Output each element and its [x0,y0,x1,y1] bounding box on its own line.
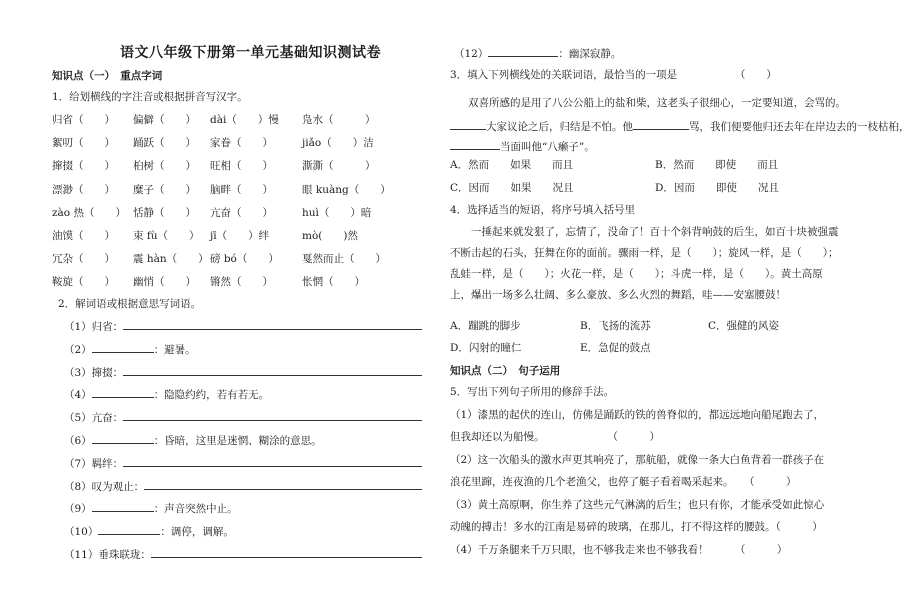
definition-item [64,500,238,516]
definition-item [64,478,422,494]
q5-sentence-1a: （1）漆黑的起伏的连山，仿佛是踊跃的铁的兽脊似的，都远远地向船尾跑去了， [450,409,825,421]
q3-passage-text: 当面叫他“八癞子”。 [500,141,595,153]
answer-blank[interactable] [123,364,422,376]
page-title: 语文八年级下册第一单元基础知识测试卷 [120,45,381,61]
pinyin-item[interactable]: 鞍旋（ ） [52,276,115,289]
q3-option[interactable]: D．因而 即使 况且 [655,182,779,194]
definition-item [64,386,269,402]
answer-blank[interactable] [123,455,422,467]
q3-passage-text: 骂，我们便要他归还去年在岸边去的一枝枯桕， [689,121,910,133]
q3-passage-line2 [450,118,910,134]
definition-term: （4） [64,389,92,402]
pinyin-item[interactable]: 震 hàn（ ） [133,253,209,266]
pinyin-item[interactable]: 糜子（ ） [133,183,196,196]
pinyin-item[interactable]: 家眷（ ） [210,137,273,150]
q4-option[interactable]: C．强健的风姿 [708,320,780,332]
definition-term: （2） [64,343,92,356]
q3-passage-line3 [450,138,595,154]
definition-term: （7）羁绊： [64,457,124,470]
pinyin-item[interactable]: 戛然而止（ ） [302,253,386,266]
pinyin-item[interactable]: 磅 bó（ ） [210,253,279,266]
pinyin-item[interactable]: 亢奋（ ） [210,206,273,219]
q3-option[interactable]: A．然而 如果 而且 [450,159,574,171]
pinyin-item[interactable]: 恬静（ ） [133,206,196,219]
answer-blank[interactable] [92,500,154,512]
definition-meaning: ：调停，调解。 [160,526,234,539]
q5-sentence-3a: （3）黄土高原啊，你生养了这些元气淋漓的后生；也只有你，才能承受如此惊心 [450,499,825,511]
answer-blank[interactable] [92,432,154,444]
q3-passage-text: 大家议论之后，归结是不怕。他 [486,121,633,133]
question-3: 3．填入下列横线处的关联词语，最恰当的一项是 （ ） [450,69,777,81]
pinyin-item[interactable]: 油馍（ ） [52,230,115,242]
pinyin-item[interactable]: 冗杂（ ） [52,253,115,266]
answer-blank[interactable] [144,478,422,490]
q5-sentence-3b: 动魄的搏击！多水的江南是易碎的玻璃，在那儿，打不得这样的腰鼓。（ ） [450,521,823,533]
definition-item [64,432,322,448]
definition-term: （1）归省： [64,321,124,333]
q4-option[interactable]: B．飞扬的流苏 [580,320,651,332]
q3-option[interactable]: B．然而 即使 而且 [655,159,779,171]
definition-item [64,546,422,562]
definition-item [64,409,422,425]
section-header-2: 知识点（二） 句子运用 [450,365,561,377]
pinyin-item[interactable]: huì（ ）暗 [302,206,372,219]
pinyin-item[interactable]: jiǎo（ ）洁 [302,137,374,150]
definition-item [64,523,234,539]
definition-term: （3）撺掇： [64,366,124,379]
definition-term: （5）亢奋： [64,412,124,425]
answer-blank[interactable] [92,386,154,398]
pinyin-item[interactable]: jī（ ）绊 [210,230,270,242]
answer-blank[interactable] [92,341,154,353]
q4-option[interactable]: A．蹦跳的脚步 [450,320,521,332]
q5-sentence-2b: 浪花里蹿，连夜渔的几个老渔父，也停了艇子看着喝采起来。 （ ） [450,476,797,488]
definition-term: （10） [64,526,99,539]
pinyin-item[interactable]: 撺掇（ ） [52,160,115,173]
definition-item [64,364,422,380]
definition-item [64,341,196,357]
pinyin-item[interactable]: 澌澌（ ） [302,160,376,173]
answer-blank[interactable] [488,45,558,57]
pinyin-item[interactable]: 幽悄（ ） [133,276,196,289]
item-12 [454,45,621,61]
pinyin-item[interactable]: 偏僻（ ） [133,114,196,126]
pinyin-item[interactable]: 旺相（ ） [210,160,273,173]
pinyin-item[interactable]: 踊跃（ ） [133,137,196,150]
pinyin-item[interactable]: 归省（ ） [52,114,115,126]
definition-item [64,318,422,334]
definition-meaning: ：避暑。 [153,343,196,356]
pinyin-item[interactable]: 眼 kuàng（ ） [302,183,391,196]
definition-meaning: ：隐隐约约，若有若无。 [153,389,270,402]
q3-option[interactable]: C．因而 如果 况且 [450,182,574,194]
q3-passage-line1: 双喜所感的是用了八公公船上的盐和柴，这老头子很细心，一定要知道，会骂的。 [468,97,846,109]
definition-term: （9） [64,503,92,516]
definition-meaning: ：声音突然中止。 [153,503,238,516]
item-12-number: （12） [454,48,489,60]
definition-term: （11）垂珠联珑： [64,549,151,561]
definition-item [64,455,422,471]
pinyin-item[interactable]: 絮叨（ ） [52,137,115,150]
pinyin-item[interactable]: 脑畔（ ） [210,183,273,196]
pinyin-item[interactable]: mò( )然 [302,230,358,242]
pinyin-item[interactable]: 束 fù（ ） [133,230,200,242]
question-1: 1．给划横线的字注音或根据拼音写汉字。 [52,91,248,103]
pinyin-item[interactable]: 怅惘（ ） [302,276,365,289]
answer-blank[interactable] [98,523,160,535]
item-12-text: ：幽深寂静。 [558,48,622,60]
question-5: 5．写出下列句子所用的修辞手法。 [450,386,615,398]
q4-option[interactable]: D．闪射的瞳仁 [450,342,522,354]
pinyin-item[interactable]: 桕树（ ） [133,160,196,173]
pinyin-item[interactable]: dài（ ）慢 [210,114,279,126]
answer-blank[interactable] [123,318,422,330]
pinyin-item[interactable]: zào 热（ ） [52,206,126,219]
answer-blank[interactable] [123,409,422,421]
question-4: 4．选择适当的短语，将序号填入括号里 [450,204,636,216]
answer-blank[interactable] [633,118,689,130]
definition-term: （6） [64,435,92,447]
q5-sentence-1b: 但我却还以为船慢。 （ ） [450,431,660,443]
answer-blank[interactable] [151,546,422,558]
q5-sentence-4: （4）千万条腿来千万只眼，也不够我走来也不够我看！ （ ） [450,544,788,556]
definition-meaning: ：昏暗，这里是迷惘、糊涂的意思。 [153,435,322,447]
definition-term: （8）叹为观止： [64,480,145,493]
pinyin-item[interactable]: 凫水（ ） [302,114,376,126]
section-header-1: 知识点（一） 重点字词 [52,70,163,82]
question-2: 2．解词语或根据意思写词语。 [58,298,202,310]
q4-option[interactable]: E．急促的鼓点 [580,342,651,354]
pinyin-item[interactable]: 漂渺（ ） [52,183,115,196]
q4-passage: 一捶起来就发狠了，忘情了，没命了！百十个斜背响鼓的后生，如百十块被强震不断击起的石头，狂舞在你的面前。骤雨一样，是（ ）；旋风一样，是（ ）；乱蛙一样，是（ ）；火花一样，是（ ）；斗虎一样，是（ ）。黄土高原上，爆出一场多么壮阔、多么豪放、多么火烈的舞蹈，哇——安塞腰鼓！ [450,226,839,301]
answer-blank[interactable] [450,118,486,130]
q5-sentence-2a: （2）这一次船头的激水声更其响亮了，那航船，就像一条大白鱼背着一群孩子在 [450,454,825,466]
answer-blank[interactable] [450,138,500,150]
pinyin-item[interactable]: 锵然（ ） [210,276,273,289]
